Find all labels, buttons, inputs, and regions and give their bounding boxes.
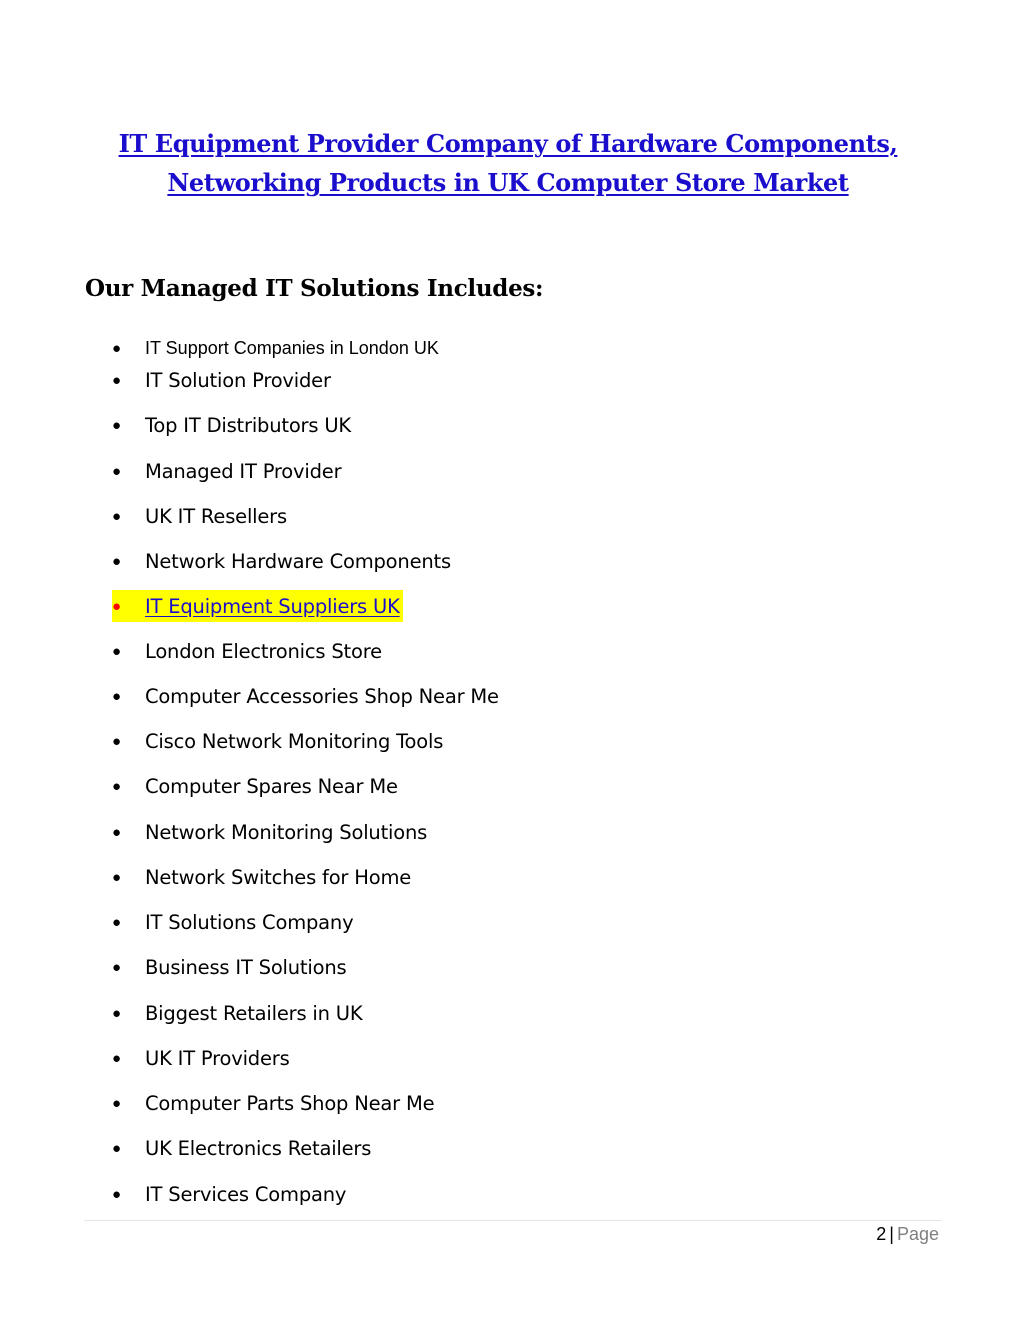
list-item-label: IT Services Company bbox=[145, 1182, 347, 1206]
list-item bbox=[112, 1133, 371, 1163]
bullet-icon bbox=[112, 599, 145, 614]
list-item bbox=[112, 862, 411, 892]
list-item bbox=[112, 1043, 290, 1073]
list-item bbox=[112, 501, 287, 531]
title-link-line-1[interactable]: IT Equipment Provider Company of Hardware Components, bbox=[118, 129, 898, 158]
bullet-icon bbox=[112, 870, 145, 885]
list-item-label: UK IT Providers bbox=[145, 1046, 290, 1070]
list-item-label: Computer Spares Near Me bbox=[145, 774, 398, 798]
list-item bbox=[112, 636, 382, 666]
list-item bbox=[112, 817, 427, 847]
bullet-icon bbox=[112, 689, 145, 704]
page-footer bbox=[876, 1222, 939, 1246]
title-link-line-2[interactable]: Networking Products in UK Computer Store Market bbox=[167, 168, 849, 197]
list-item-label: Business IT Solutions bbox=[145, 955, 347, 979]
list-item bbox=[112, 726, 443, 756]
section-heading: Our Managed IT Solutions Includes: bbox=[85, 275, 544, 302]
bullet-icon bbox=[112, 644, 145, 659]
bullet-icon bbox=[112, 418, 145, 433]
bullet-icon bbox=[112, 373, 145, 388]
page-number: 2 bbox=[876, 1224, 887, 1244]
list-item-label: Network Hardware Components bbox=[145, 549, 451, 573]
list-item bbox=[112, 998, 362, 1028]
list-item-label: UK Electronics Retailers bbox=[145, 1136, 372, 1160]
footer-separator: | bbox=[889, 1224, 894, 1244]
list-item-label: Top IT Distributors UK bbox=[145, 413, 351, 437]
bullet-icon bbox=[112, 915, 145, 930]
list-item bbox=[112, 681, 499, 711]
bullet-icon bbox=[112, 1141, 145, 1156]
list-item bbox=[112, 456, 341, 486]
bullet-icon bbox=[112, 509, 145, 524]
list-item-label: Biggest Retailers in UK bbox=[145, 1001, 363, 1025]
list-item-label: Computer Accessories Shop Near Me bbox=[145, 684, 499, 708]
bullet-icon bbox=[112, 1006, 145, 1021]
list-item-label: IT Solution Provider bbox=[145, 368, 331, 392]
bullet-icon bbox=[112, 1187, 145, 1202]
bullet-icon bbox=[112, 1051, 145, 1066]
list-item bbox=[112, 333, 439, 363]
bullet-icon bbox=[112, 341, 145, 356]
bullet-icon bbox=[112, 734, 145, 749]
list-item-label: IT Solutions Company bbox=[145, 910, 354, 934]
suppliers-link[interactable]: IT Equipment Suppliers UK bbox=[145, 594, 400, 618]
list-item-label: Network Monitoring Solutions bbox=[145, 820, 428, 844]
bullet-icon bbox=[112, 960, 145, 975]
list-item bbox=[112, 1179, 346, 1209]
list-item bbox=[112, 546, 451, 576]
list-item bbox=[112, 952, 346, 982]
bullet-icon bbox=[112, 554, 145, 569]
list-item bbox=[112, 1088, 434, 1118]
list-item bbox=[112, 410, 351, 440]
bullet-icon bbox=[112, 779, 145, 794]
list-item-label: London Electronics Store bbox=[145, 639, 382, 663]
footer-divider bbox=[84, 1220, 942, 1221]
list-item bbox=[112, 907, 353, 937]
list-item-label: Managed IT Provider bbox=[145, 459, 342, 483]
list-item-label: Computer Parts Shop Near Me bbox=[145, 1091, 435, 1115]
list-item-label: IT Support Companies in London UK bbox=[145, 337, 439, 358]
list-item-label: Network Switches for Home bbox=[145, 865, 412, 889]
list-item bbox=[112, 365, 331, 395]
bullet-icon bbox=[112, 1096, 145, 1111]
list-item-label: Cisco Network Monitoring Tools bbox=[145, 729, 444, 753]
page-title[interactable] bbox=[0, 124, 1016, 202]
list-item bbox=[112, 771, 398, 801]
bullet-icon bbox=[112, 464, 145, 479]
highlighted-list-item[interactable] bbox=[112, 590, 403, 622]
list-item-label: UK IT Resellers bbox=[145, 504, 287, 528]
bullet-icon bbox=[112, 825, 145, 840]
page-label: Page bbox=[896, 1224, 939, 1244]
